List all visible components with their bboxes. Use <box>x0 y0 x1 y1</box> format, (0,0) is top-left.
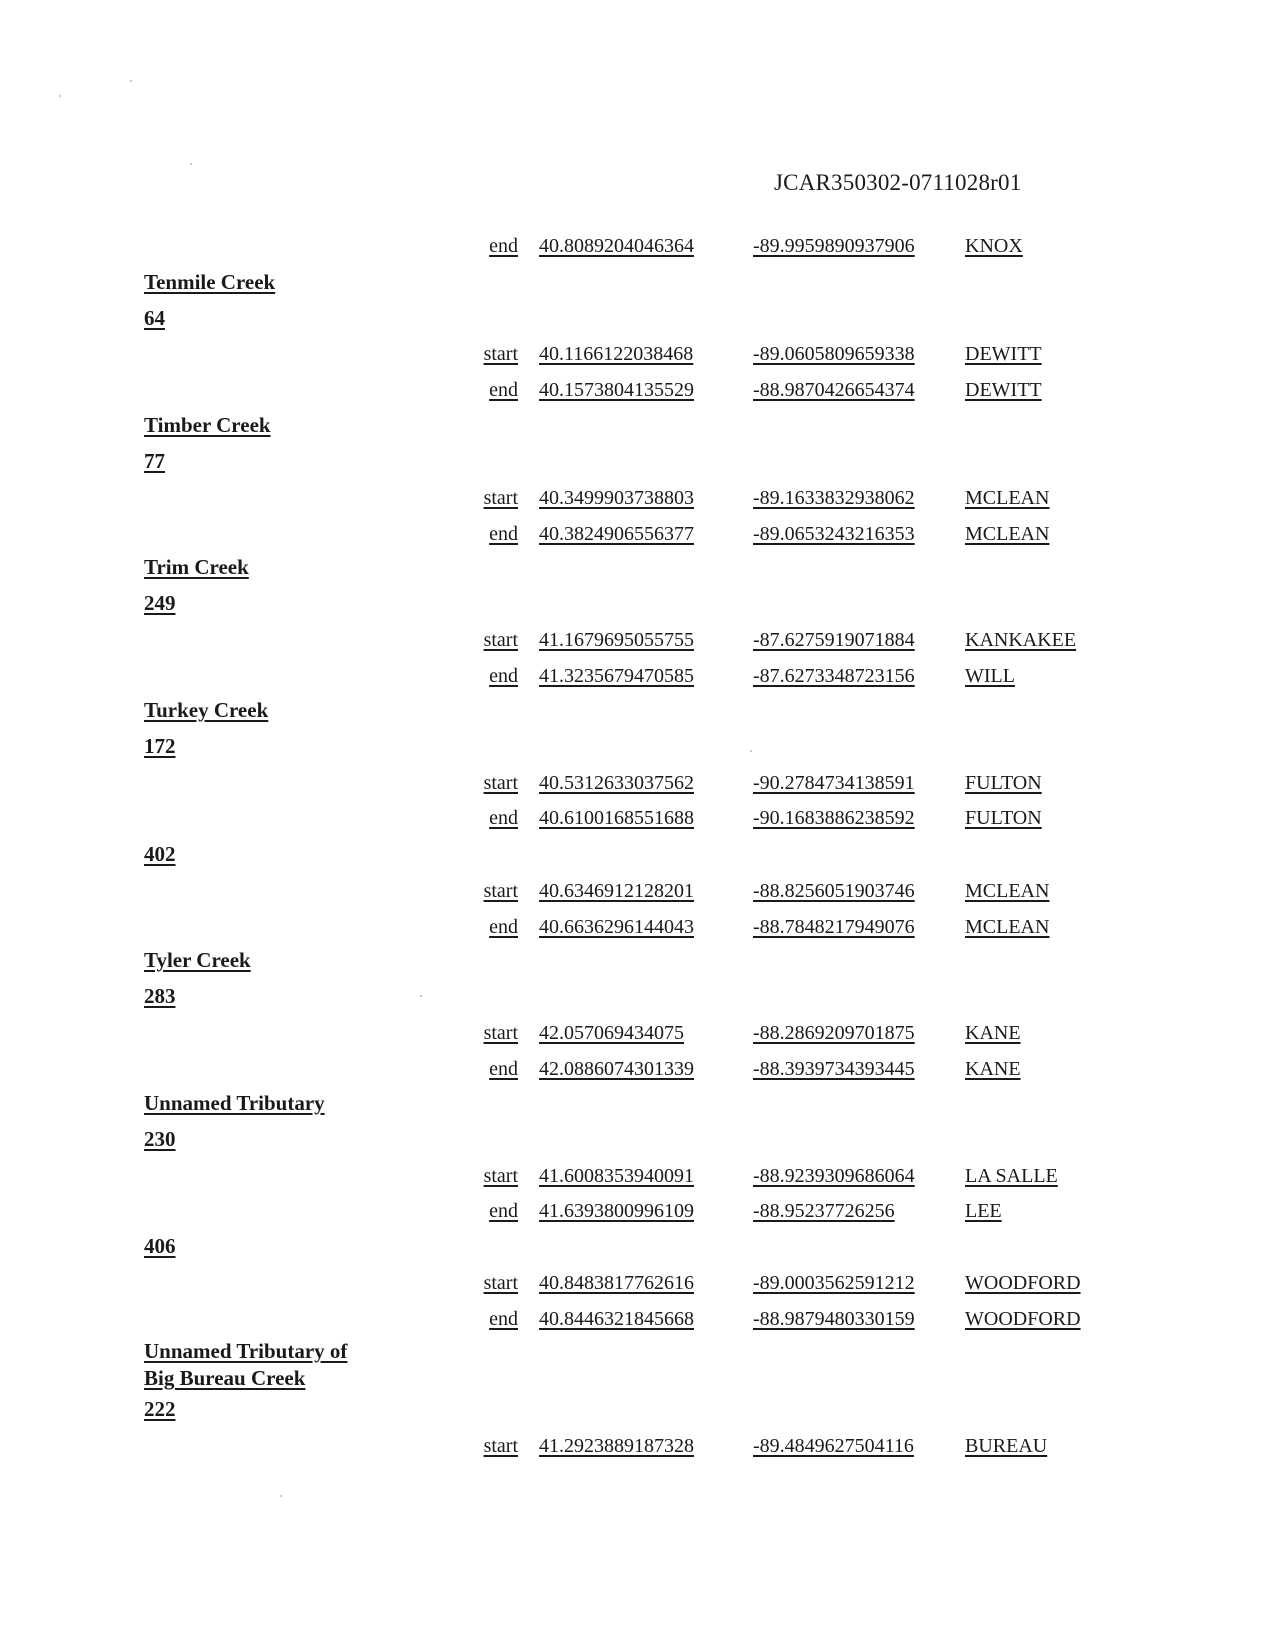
latitude: 40.1166122038468 <box>539 343 694 365</box>
latitude: 41.6008353940091 <box>539 1165 694 1187</box>
coordinate-row <box>0 484 1276 512</box>
coordinate-row <box>0 1162 1276 1190</box>
segment-id: 172 <box>144 734 176 758</box>
latitude: 40.3499903738803 <box>539 487 694 509</box>
county: LEE <box>965 1200 1002 1222</box>
point-type: end <box>489 807 518 829</box>
longitude: -90.2784734138591 <box>753 772 915 794</box>
coordinate-row <box>0 662 1276 690</box>
latitude: 40.1573804135529 <box>539 379 694 401</box>
point-type: end <box>489 235 518 257</box>
stream-name: Timber Creek <box>144 413 271 437</box>
county: FULTON <box>965 772 1042 794</box>
point-type: end <box>489 1308 518 1330</box>
point-type: start <box>483 343 518 365</box>
county: WILL <box>965 665 1015 687</box>
county: WOODFORD <box>965 1272 1081 1294</box>
latitude: 42.0886074301339 <box>539 1058 694 1080</box>
coordinate-row <box>0 1269 1276 1297</box>
stream-name: Tenmile Creek <box>144 270 276 294</box>
latitude: 42.057069434075 <box>539 1022 684 1044</box>
stream-name-line: Big Bureau Creek <box>144 1366 306 1390</box>
county: KANE <box>965 1058 1021 1080</box>
coordinate-row <box>0 1055 1276 1083</box>
county: MCLEAN <box>965 487 1050 509</box>
county: BUREAU <box>965 1435 1048 1457</box>
coordinate-row <box>0 1197 1276 1225</box>
scan-speck <box>280 1495 282 1497</box>
county: FULTON <box>965 807 1042 829</box>
latitude: 40.5312633037562 <box>539 772 694 794</box>
point-type: end <box>489 523 518 545</box>
coordinate-row <box>0 1019 1276 1047</box>
coordinate-row <box>0 232 1276 260</box>
stream-name: Unnamed Tributary <box>144 1091 325 1115</box>
latitude: 41.3235679470585 <box>539 665 694 687</box>
longitude: -90.1683886238592 <box>753 807 915 829</box>
longitude: -88.8256051903746 <box>753 880 915 902</box>
document-id: JCAR350302-0711028r01 <box>774 170 1022 195</box>
longitude: -87.6273348723156 <box>753 665 915 687</box>
county: MCLEAN <box>965 523 1050 545</box>
longitude: -89.0653243216353 <box>753 523 915 545</box>
scan-speck <box>59 95 61 97</box>
latitude: 40.6100168551688 <box>539 807 694 829</box>
longitude: -88.3939734393445 <box>753 1058 915 1080</box>
segment-id: 283 <box>144 984 176 1008</box>
coordinate-row <box>0 626 1276 654</box>
point-type: start <box>483 880 518 902</box>
stream-name: Trim Creek <box>144 555 249 579</box>
coordinate-row <box>0 376 1276 404</box>
latitude: 41.6393800996109 <box>539 1200 694 1222</box>
segment-id: 402 <box>144 842 176 866</box>
coordinate-row <box>0 1305 1276 1333</box>
point-type: end <box>489 916 518 938</box>
county: MCLEAN <box>965 880 1050 902</box>
latitude: 41.1679695055755 <box>539 629 694 651</box>
point-type: start <box>483 629 518 651</box>
point-type: start <box>483 1272 518 1294</box>
segment-id: 230 <box>144 1127 176 1151</box>
stream-name-line: Unnamed Tributary of <box>144 1339 348 1363</box>
point-type: start <box>483 487 518 509</box>
longitude: -88.9879480330159 <box>753 1308 915 1330</box>
coordinate-row <box>0 340 1276 368</box>
coordinate-row <box>0 804 1276 832</box>
coordinate-row <box>0 520 1276 548</box>
point-type: end <box>489 1200 518 1222</box>
scan-speck <box>420 995 422 997</box>
longitude: -88.7848217949076 <box>753 916 915 938</box>
longitude: -89.0605809659338 <box>753 343 915 365</box>
point-type: end <box>489 665 518 687</box>
county: DEWITT <box>965 379 1042 401</box>
point-type: start <box>483 1165 518 1187</box>
coordinate-row <box>0 1432 1276 1460</box>
county: WOODFORD <box>965 1308 1081 1330</box>
longitude: -89.9959890937906 <box>753 235 915 257</box>
latitude: 40.6346912128201 <box>539 880 694 902</box>
county: KANE <box>965 1022 1021 1044</box>
coordinate-row <box>0 769 1276 797</box>
county: LA SALLE <box>965 1165 1058 1187</box>
point-type: end <box>489 379 518 401</box>
segment-id: 249 <box>144 591 176 615</box>
longitude: -89.4849627504116 <box>753 1435 914 1457</box>
longitude: -88.9870426654374 <box>753 379 915 401</box>
longitude: -89.1633832938062 <box>753 487 915 509</box>
county: MCLEAN <box>965 916 1050 938</box>
longitude: -88.9239309686064 <box>753 1165 915 1187</box>
longitude: -87.6275919071884 <box>753 629 915 651</box>
scan-speck <box>190 163 192 165</box>
point-type: start <box>483 1435 518 1457</box>
latitude: 40.8446321845668 <box>539 1308 694 1330</box>
county: KANKAKEE <box>965 629 1077 651</box>
latitude: 41.2923889187328 <box>539 1435 694 1457</box>
scan-speck <box>750 750 752 752</box>
coordinate-row <box>0 913 1276 941</box>
stream-name: Tyler Creek <box>144 948 251 972</box>
point-type: start <box>483 772 518 794</box>
longitude: -88.95237726256 <box>753 1200 895 1222</box>
longitude: -89.0003562591212 <box>753 1272 915 1294</box>
point-type: start <box>483 1022 518 1044</box>
county: DEWITT <box>965 343 1042 365</box>
latitude: 40.6636296144043 <box>539 916 694 938</box>
segment-id: 77 <box>144 449 165 473</box>
segment-id: 222 <box>144 1397 176 1421</box>
latitude: 40.8483817762616 <box>539 1272 694 1294</box>
segment-id: 64 <box>144 306 165 330</box>
point-type: end <box>489 1058 518 1080</box>
longitude: -88.2869209701875 <box>753 1022 915 1044</box>
coordinate-row <box>0 877 1276 905</box>
segment-id: 406 <box>144 1234 176 1258</box>
county: KNOX <box>965 235 1023 257</box>
scan-speck <box>130 80 132 82</box>
stream-name: Turkey Creek <box>144 698 269 722</box>
latitude: 40.3824906556377 <box>539 523 694 545</box>
latitude: 40.8089204046364 <box>539 235 694 257</box>
